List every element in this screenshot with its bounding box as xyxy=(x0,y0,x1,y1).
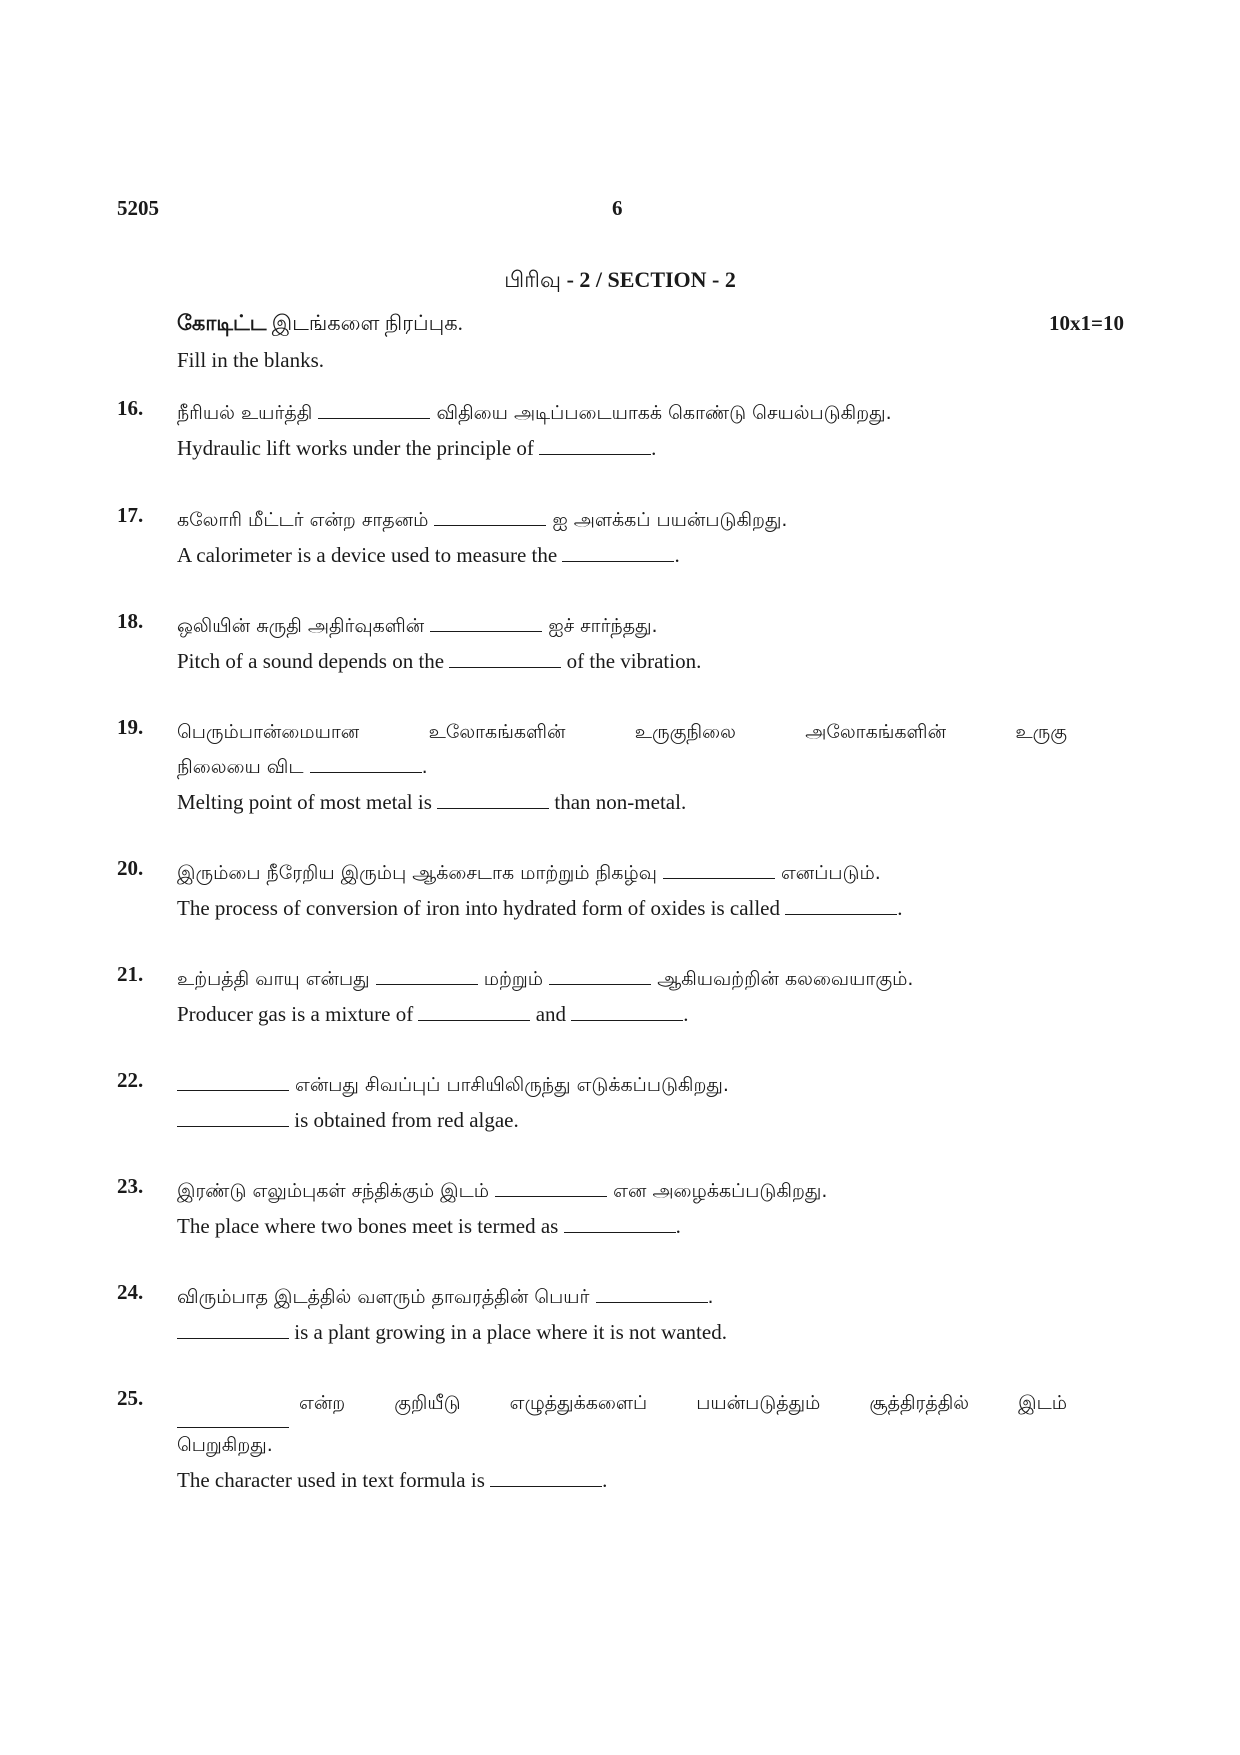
section-title-tamil: பிரிவு xyxy=(504,267,562,292)
question-tamil xyxy=(177,396,1067,431)
text-part: of the vibration. xyxy=(566,649,702,673)
text-part: Hydraulic lift works under the principle of xyxy=(177,436,534,460)
text-part: Pitch of a sound depends on the xyxy=(177,649,445,673)
question-number: 24. xyxy=(117,1280,144,1304)
answer-blank xyxy=(177,1072,289,1091)
question-english xyxy=(177,1209,1067,1244)
marks-allocation: 10x1=10 xyxy=(1049,311,1124,335)
answer-blank xyxy=(549,966,651,985)
text-part: and xyxy=(535,1002,567,1026)
text-part: ஐச் சார்ந்தது. xyxy=(548,615,658,637)
question-tamil xyxy=(177,1280,1067,1315)
answer-blank xyxy=(310,754,422,773)
text-part: ஆகியவற்றின் கலவையாகும். xyxy=(657,968,914,990)
answer-blank xyxy=(177,1318,289,1339)
question-number: 19. xyxy=(117,715,144,739)
question-tamil xyxy=(177,856,1067,891)
text-part: எனப்படும். xyxy=(780,862,881,884)
text-part: A calorimeter is a device used to measure the xyxy=(177,543,558,567)
text-part: The character used in text formula is xyxy=(177,1468,485,1493)
text-part: இரும்பை நீரேறிய இரும்பு ஆக்சைடாக மாற்றும் நிகழ்வு xyxy=(177,862,657,884)
instruction-tamil-rest: இடங்களை நிரப்புக. xyxy=(271,311,463,335)
answer-blank xyxy=(434,507,546,526)
question-number: 18. xyxy=(117,609,144,633)
text-part: . xyxy=(707,1286,714,1308)
question-tamil-line-1: பெரும்பான்மையான உலோகங்களின் உருகுநிலை அலோகங்களின் உருகு xyxy=(177,721,1067,743)
answer-blank xyxy=(539,434,651,455)
question-tamil xyxy=(177,1068,1067,1103)
text-part: விதியை அடிப்படையாகக் கொண்டு செயல்படுகிறது. xyxy=(436,402,892,424)
question-tamil xyxy=(177,503,1067,538)
instruction-tamil xyxy=(177,311,463,338)
answer-blank xyxy=(177,1106,289,1127)
page-number: 6 xyxy=(612,196,623,220)
question-number: 23. xyxy=(117,1174,144,1198)
text-part: நிலையை விட xyxy=(177,756,304,778)
question-english xyxy=(177,1103,1067,1138)
answer-blank xyxy=(490,1466,602,1487)
answer-blank xyxy=(564,1212,676,1233)
question-tamil-line-2 xyxy=(177,750,1067,785)
answer-blank xyxy=(596,1284,708,1303)
answer-blank xyxy=(437,788,549,809)
text-part: என அழைக்கப்படுகிறது. xyxy=(613,1180,828,1202)
answer-blank xyxy=(318,400,430,419)
text-part: Producer gas is a mixture of xyxy=(177,1002,414,1026)
question-english xyxy=(177,997,1067,1032)
question-english xyxy=(177,891,1067,926)
text-part: . xyxy=(675,1214,681,1238)
text-part: is a plant growing in a place where it is not wanted. xyxy=(294,1320,727,1344)
text-part: என்ற குறியீடு எழுத்துக்களைப் பயன்படுத்தும் சூத்திரத்தில் இடம் xyxy=(299,1392,1067,1414)
answer-blank xyxy=(376,966,478,985)
text-part: ஐ அளக்கப் பயன்படுகிறது. xyxy=(552,509,788,531)
question-english xyxy=(177,785,1067,820)
answer-blank xyxy=(449,647,561,668)
answer-blank xyxy=(177,1409,289,1428)
text-part: . xyxy=(651,436,657,460)
question-english xyxy=(177,1315,1067,1350)
text-part: ஒலியின் சுருதி அதிர்வுகளின் xyxy=(177,615,425,637)
answer-blank xyxy=(785,894,897,915)
question-english xyxy=(177,644,1067,679)
text-part: The process of conversion of iron into hydrated form of oxides is called xyxy=(177,896,781,920)
question-number: 22. xyxy=(117,1068,144,1092)
text-part: . xyxy=(897,896,903,920)
question-english xyxy=(177,431,1067,466)
question-tamil-line-2: பெறுகிறது. xyxy=(177,1434,273,1457)
question-tamil xyxy=(177,1174,1067,1209)
question-number: 17. xyxy=(117,503,144,527)
text-part: The place where two bones meet is termed as xyxy=(177,1214,559,1238)
text-part: என்பது சிவப்புப் பாசியிலிருந்து எடுக்கப்படுகிறது. xyxy=(295,1074,729,1096)
question-number: 25. xyxy=(117,1386,144,1410)
answer-blank xyxy=(663,860,775,879)
question-tamil-line-1 xyxy=(177,1386,1067,1428)
answer-blank xyxy=(562,541,674,562)
section-title xyxy=(0,267,1240,296)
text-part: மற்றும் xyxy=(483,968,544,990)
text-part: இரண்டு எலும்புகள் சந்திக்கும் இடம் xyxy=(177,1180,490,1202)
text-part: than non-metal. xyxy=(554,790,687,814)
text-part: . xyxy=(421,756,428,778)
question-english xyxy=(177,1463,1067,1498)
text-part: . xyxy=(683,1002,689,1026)
answer-blank xyxy=(418,1000,530,1021)
text-part: உற்பத்தி வாயு என்பது xyxy=(177,968,370,990)
text-part: நீரியல் உயர்த்தி xyxy=(177,402,313,424)
instruction-tamil-bold: கோடிட்ட xyxy=(177,311,267,335)
question-number: 20. xyxy=(117,856,144,880)
text-part: விரும்பாத இடத்தில் வளரும் தாவரத்தின் பெயர் xyxy=(177,1286,590,1308)
text-part: கலோரி மீட்டர் என்ற சாதனம் xyxy=(177,509,429,531)
instruction-english: Fill in the blanks. xyxy=(177,348,324,372)
paper-code: 5205 xyxy=(117,196,159,220)
question-tamil xyxy=(177,609,1067,644)
text-part: Melting point of most metal is xyxy=(177,790,432,814)
text-part: is obtained from red algae. xyxy=(294,1108,519,1132)
answer-blank xyxy=(571,1000,683,1021)
text-part: . xyxy=(602,1468,608,1493)
section-title-english: - 2 / SECTION - 2 xyxy=(566,267,736,292)
answer-blank xyxy=(495,1178,607,1197)
text-part: . xyxy=(674,543,680,567)
question-tamil xyxy=(177,962,1067,997)
question-english xyxy=(177,538,1067,573)
question-number: 21. xyxy=(117,962,144,986)
question-number: 16. xyxy=(117,396,144,420)
answer-blank xyxy=(430,613,542,632)
